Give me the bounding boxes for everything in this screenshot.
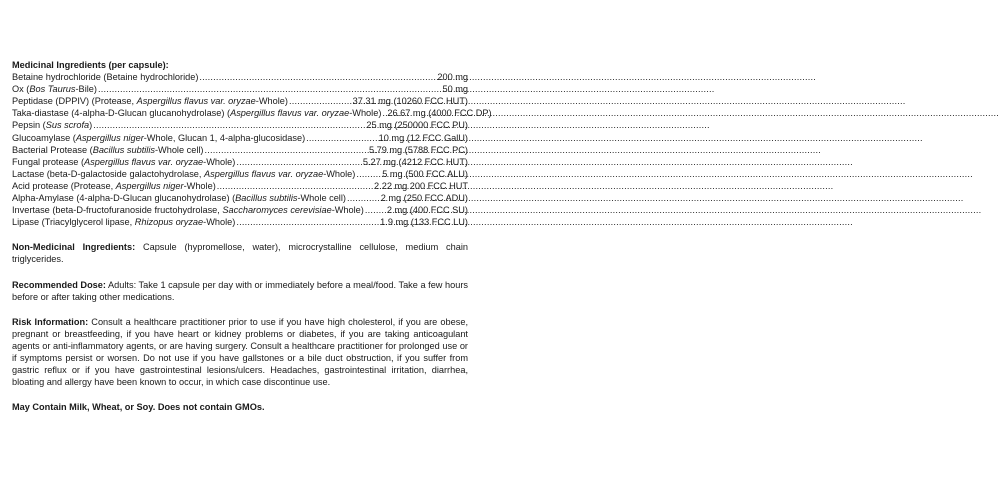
dose-text: Adults: Take 1 capsule per day with or immediately before a meal/food. Take a few hours before or after taking other medications. (12, 279, 468, 302)
leader-dots (93, 119, 365, 131)
dose-label: Recommended Dose: (12, 279, 106, 290)
ingredient-row (12, 83, 468, 95)
leader-dots (382, 107, 386, 119)
ingredient-amount: 1.9 mg (133 FCC LU) (380, 217, 468, 228)
leader-dots (289, 95, 352, 107)
leader-dots (98, 83, 442, 95)
medicinal-heading: Medicinal Ingredients (per capsule): (12, 60, 169, 70)
non-medicinal-text: Capsule (hypromellose, water), microcrystalline cellulose, medium chain triglycerides. (12, 242, 468, 265)
ingredient-amount: 2 mg (400 FCC SU) (386, 205, 468, 216)
ingredient-name: Glucoamylase (Aspergillus niger-Whole, Glucan 1, 4-alpha-glucosidase) (12, 132, 306, 143)
ingredient-amount: 25 mg (250000 FCC PU) (366, 120, 468, 131)
ingredient-amount: 26.67 mg (4000 FCC DP) (387, 108, 492, 119)
allergen-statement: May Contain Milk, Wheat, or Soy. Does not contain GMOs. (12, 402, 265, 413)
supplement-label (0, 0, 492, 480)
non-medicinal-label: Non-Medicinal Ingredients: (12, 242, 136, 253)
ingredient-row (12, 216, 468, 228)
recommended-dose (12, 279, 468, 303)
ingredient-row (12, 204, 468, 216)
ingredient-name: Fungal protease (Aspergillus flavus var. oryzae-Whole) (12, 156, 236, 167)
leader-dots (236, 156, 361, 168)
ingredient-row (12, 180, 468, 192)
leader-dots (217, 180, 373, 192)
ingredient-name: Pepsin (Sus scrofa) (12, 120, 93, 131)
ingredient-name: Invertase (beta-D-fructofuranoside fructohydrolase, Saccharomyces cerevisiae-Whole) (12, 205, 364, 216)
ingredient-amount: 37.31 mg (10260 FCC HUT) (352, 96, 468, 107)
non-medicinal-ingredients (12, 241, 468, 265)
ingredient-name: Lactase (beta-D-galactoside galactohydrolase, Aspergillus flavus var. oryzae-Whole) (12, 168, 356, 179)
ingredient-amount: 5.27 mg (4212 FCC HUT) (362, 156, 468, 167)
ingredient-row (12, 95, 468, 107)
leader-dots (306, 132, 378, 144)
leader-dots (204, 144, 367, 156)
ingredient-amount: 10 mg (12 FCC GalU) (378, 132, 468, 143)
leader-dots (347, 192, 380, 204)
leader-dots (356, 168, 381, 180)
ingredient-row (12, 168, 468, 180)
risk-information (12, 316, 468, 389)
ingredient-row (12, 144, 468, 156)
ingredient-name: Acid protease (Protease, Aspergillus niger-Whole) (12, 180, 216, 191)
ingredient-row (12, 71, 468, 83)
leader-dots (199, 71, 436, 83)
ingredient-name: Peptidase (DPPIV) (Protease, Aspergillus flavus var. oryzae-Whole) (12, 96, 288, 107)
risk-text: Consult a healthcare practitioner prior to use if you have high cholesterol, if you are obese, pregnant or breastfeeding, if you have heart or kidney problems or diabetes, if you are taking anticoagulant agents or anti-inflammatory agents, or are having surgery. Consult a healthcare practitioner for prolonged use or if symptoms persist or worsen. Do not use if you have gallstones or a bile duct obstruction, if you suffer from gastric reflux or if you have gastrointestinal lesions/ulcers. Headaches, gastrointestinal irritation, diarrhea, bloating and allergy have been known to occur, in which case discontinue use. (12, 316, 469, 388)
ingredient-row (12, 156, 468, 168)
medicinal-ingredient-list (12, 71, 492, 228)
ingredient-row (12, 107, 492, 119)
ingredient-amount: 5 mg (500 FCC ALU) (382, 168, 468, 179)
ingredient-amount: 200 mg (437, 72, 468, 83)
ingredient-amount: 2 mg (250 FCC ADU) (380, 193, 468, 204)
ingredient-row (12, 192, 468, 204)
ingredient-name: Betaine hydrochloride (Betaine hydrochloride) (12, 72, 199, 83)
ingredient-amount: 2.22 mg 200 FCC HUT (374, 180, 468, 191)
ingredient-amount: 50 mg (442, 84, 468, 95)
leader-dots (365, 204, 386, 216)
ingredient-row (12, 119, 468, 131)
ingredient-name: Lipase (Triacylglycerol lipase, Rhizopus oryzae-Whole) (12, 217, 236, 228)
risk-label: Risk Information: (12, 316, 89, 327)
ingredient-amount: 5.79 mg (5788 FCC PC) (368, 144, 468, 155)
ingredient-name: Bacterial Protease (Bacillus subtilis-Whole cell) (12, 144, 204, 155)
ingredient-name: Ox (Bos Taurus-Bile) (12, 84, 97, 95)
ingredient-row (12, 132, 468, 144)
ingredient-name: Taka-diastase (4-alpha-D-Glucan glucanohydrolase) (Aspergillus flavus var. oryzae-Whole) (12, 108, 382, 119)
ingredient-name: Alpha-Amylase (4-alpha-D-Glucan glucanohydrolase) (Bacillus subtilis-Whole cell) (12, 193, 346, 204)
leader-dots (236, 216, 379, 228)
